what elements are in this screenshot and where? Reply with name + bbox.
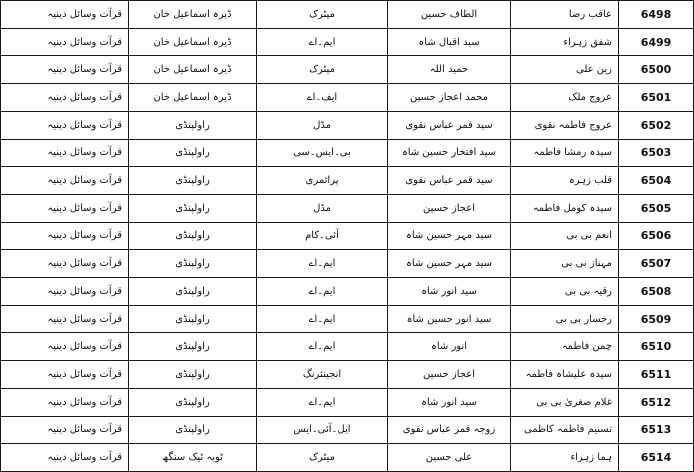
student-name-cell: عاقب رضا [511,1,619,29]
course-cell: قرآت وسائل دینیہ [1,361,129,389]
serial-number-cell: 6514 [619,444,694,472]
education-cell: ایم۔اے [257,250,388,278]
serial-number-cell: 6510 [619,333,694,361]
course-cell: قرآت وسائل دینیہ [1,1,129,29]
student-name-cell: مہناز بی بی [511,250,619,278]
course-cell: قرآت وسائل دینیہ [1,139,129,167]
student-name-cell: ہما زہراء [511,444,619,472]
serial-number-cell: 6502 [619,111,694,139]
father-name-cell: سید مہر حسین شاہ [388,222,511,250]
course-cell: قرآت وسائل دینیہ [1,56,129,84]
father-name-cell: سید قمر عباس نقوی [388,167,511,195]
course-cell: قرآت وسائل دینیہ [1,84,129,112]
father-name-cell: سید انور شاہ [388,388,511,416]
city-cell: ٹوبہ ٹیک سنگھ [129,444,257,472]
city-cell: ڈیرہ اسماعیل خان [129,28,257,56]
student-name-cell: سیدہ علیشاہ فاطمہ [511,361,619,389]
student-name-cell: زین علی [511,56,619,84]
serial-number-cell: 6505 [619,194,694,222]
table-row [1,305,694,333]
course-cell: قرآت وسائل دینیہ [1,333,129,361]
table-row [1,1,694,29]
city-cell: راولپنڈی [129,416,257,444]
student-name-cell: انعم بی بی [511,222,619,250]
table-row [1,388,694,416]
course-cell: قرآت وسائل دینیہ [1,416,129,444]
student-name-cell: قلب زہرہ [511,167,619,195]
serial-number-cell: 6500 [619,56,694,84]
education-cell: میٹرک [257,1,388,29]
student-name-cell: رقیہ بی بی [511,278,619,306]
student-name-cell: سیدہ کومل فاطمہ [511,194,619,222]
course-cell: قرآت وسائل دینیہ [1,305,129,333]
father-name-cell: علی حسین [388,444,511,472]
table-row [1,194,694,222]
student-name-cell: تسنیم فاطمہ کاظمی [511,416,619,444]
education-cell: مڈل [257,111,388,139]
father-name-cell: سید انور حسین شاہ [388,305,511,333]
course-cell: قرآت وسائل دینیہ [1,167,129,195]
student-name-cell: غلام صغریٰ بی بی [511,388,619,416]
student-name-cell: شفق زہراء [511,28,619,56]
course-cell: قرآت وسائل دینیہ [1,111,129,139]
serial-number-cell: 6512 [619,388,694,416]
education-cell: ایم۔اے [257,333,388,361]
course-cell: قرآت وسائل دینیہ [1,388,129,416]
education-cell: ایف۔اے [257,84,388,112]
table-row [1,56,694,84]
father-name-cell: انور شاہ [388,333,511,361]
course-cell: قرآت وسائل دینیہ [1,222,129,250]
education-cell: ایم۔اے [257,28,388,56]
table-row [1,250,694,278]
course-cell: قرآت وسائل دینیہ [1,250,129,278]
city-cell: ڈیرہ اسماعیل خان [129,84,257,112]
education-cell: پرائمری [257,167,388,195]
table-row [1,361,694,389]
table-row [1,333,694,361]
city-cell: راولپنڈی [129,333,257,361]
father-name-cell: حمید اللہ [388,56,511,84]
father-name-cell: سید مہر حسین شاہ [388,250,511,278]
student-name-cell: چمن فاطمہ [511,333,619,361]
table-row [1,278,694,306]
city-cell: راولپنڈی [129,388,257,416]
education-cell: ایم۔اے [257,305,388,333]
education-cell: مڈل [257,194,388,222]
table-row [1,167,694,195]
course-cell: قرآت وسائل دینیہ [1,28,129,56]
table-row [1,222,694,250]
table-row [1,444,694,472]
city-cell: راولپنڈی [129,194,257,222]
city-cell: ڈیرہ اسماعیل خان [129,1,257,29]
serial-number-cell: 6504 [619,167,694,195]
father-name-cell: سید انور شاہ [388,278,511,306]
table-row [1,416,694,444]
city-cell: راولپنڈی [129,222,257,250]
education-cell: ایم۔اے [257,278,388,306]
city-cell: راولپنڈی [129,167,257,195]
course-cell: قرآت وسائل دینیہ [1,278,129,306]
education-cell: میٹرک [257,56,388,84]
city-cell: راولپنڈی [129,250,257,278]
student-name-cell: عروج فاطمہ نقوی [511,111,619,139]
city-cell: راولپنڈی [129,111,257,139]
father-name-cell: سید اقبال شاہ [388,28,511,56]
father-name-cell: محمد اعجاز حسین [388,84,511,112]
student-name-cell: سیدہ رمشا فاطمہ [511,139,619,167]
city-cell: راولپنڈی [129,139,257,167]
serial-number-cell: 6508 [619,278,694,306]
serial-number-cell: 6503 [619,139,694,167]
city-cell: راولپنڈی [129,278,257,306]
father-name-cell: سید افتخار حسین شاہ [388,139,511,167]
student-name-cell: عروج ملک [511,84,619,112]
serial-number-cell: 6501 [619,84,694,112]
table-row [1,84,694,112]
serial-number-cell: 6511 [619,361,694,389]
enrollment-table-body [1,1,694,472]
serial-number-cell: 6507 [619,250,694,278]
father-name-cell: اعجاز حسین [388,361,511,389]
student-name-cell: رخسار بی بی [511,305,619,333]
serial-number-cell: 6499 [619,28,694,56]
father-name-cell: اعجاز حسین [388,194,511,222]
table-row [1,139,694,167]
city-cell: راولپنڈی [129,305,257,333]
course-cell: قرآت وسائل دینیہ [1,444,129,472]
city-cell: ڈیرہ اسماعیل خان [129,56,257,84]
table-row [1,28,694,56]
city-cell: راولپنڈی [129,361,257,389]
table-row [1,111,694,139]
serial-number-cell: 6509 [619,305,694,333]
father-name-cell: زوجہ قمر عباس نقوی [388,416,511,444]
education-cell: ایل۔آئی۔ایس [257,416,388,444]
education-cell: آئی۔کام [257,222,388,250]
serial-number-cell: 6498 [619,1,694,29]
education-cell: انجینئرنگ [257,361,388,389]
education-cell: ایم۔اے [257,388,388,416]
course-cell: قرآت وسائل دینیہ [1,194,129,222]
serial-number-cell: 6506 [619,222,694,250]
education-cell: بی۔ایس۔سی [257,139,388,167]
serial-number-cell: 6513 [619,416,694,444]
education-cell: میٹرک [257,444,388,472]
father-name-cell: الطاف حسین [388,1,511,29]
father-name-cell: سید قمر عباس نقوی [388,111,511,139]
